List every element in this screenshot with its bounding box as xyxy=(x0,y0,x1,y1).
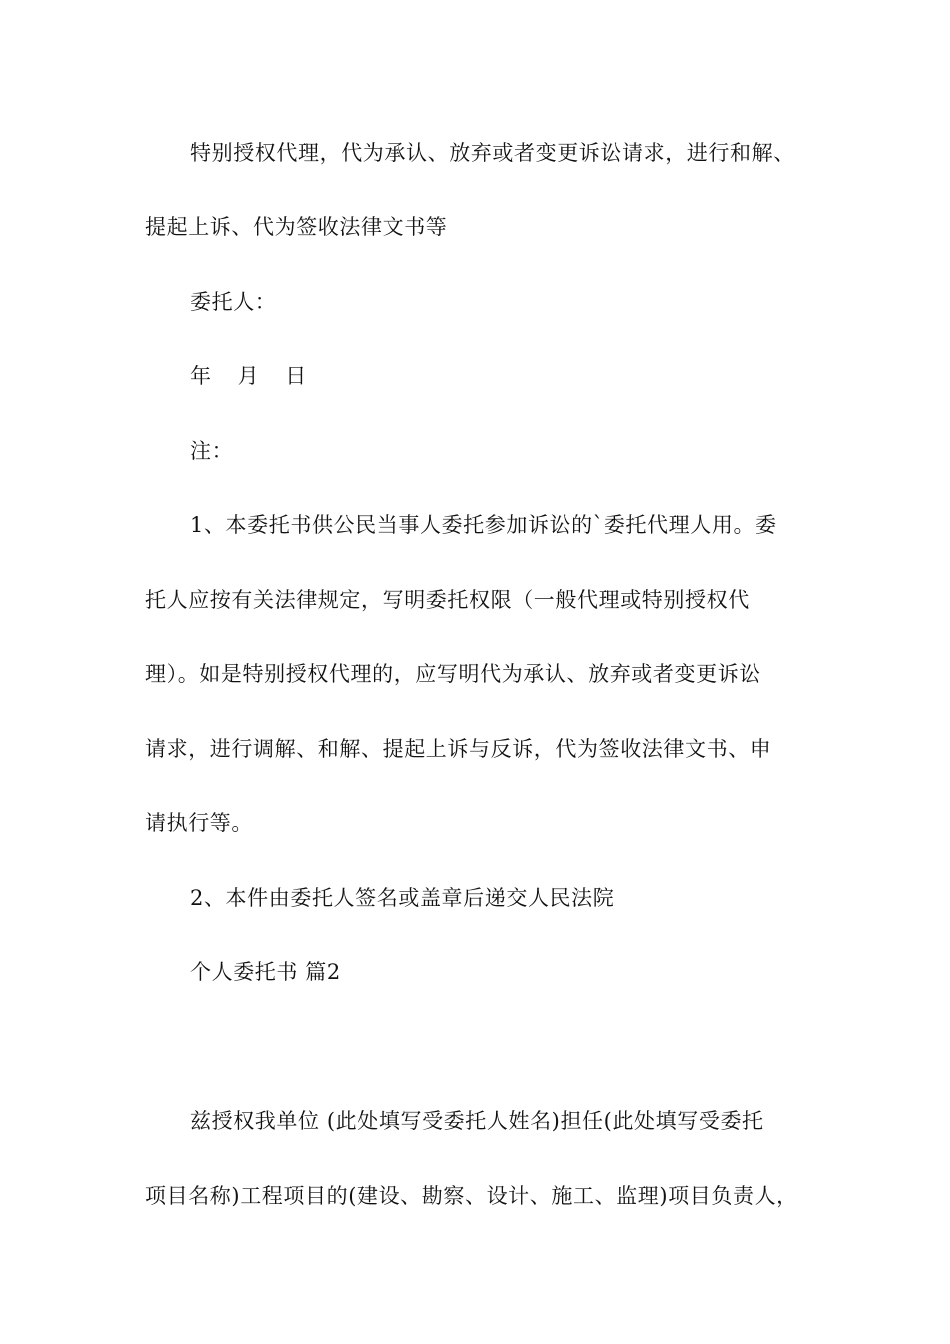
paragraph-line: 特别授权代理，代为承认、放弃或者变更诉讼请求，进行和解、 xyxy=(190,141,795,165)
principal-label: 委托人： xyxy=(190,290,277,314)
note-item-1-line: 请求，进行调解、和解、提起上诉与反诉，代为签收法律文书、申 xyxy=(145,737,772,761)
note-item-1-line: 1、本委托书供公民当事人委托参加诉讼的`委托代理人用。委 xyxy=(190,513,777,537)
paragraph-line: 提起上诉、代为签收法律文书等 xyxy=(145,215,448,239)
note-item-1-line: 理）。如是特别授权代理的，应写明代为承认、放弃或者变更诉讼 xyxy=(145,662,761,686)
date-year: 年 xyxy=(190,364,212,388)
date-line xyxy=(190,361,333,391)
date-month: 月 xyxy=(237,364,260,388)
paragraph-line: 项目名称)工程项目的(建设、勘察、设计、施工、监理)项目负责人， xyxy=(145,1184,798,1208)
section-heading: 个人委托书 篇2 xyxy=(190,960,341,984)
note-item-1-line: 请执行等。 xyxy=(145,811,253,835)
note-item-1-line: 托人应按有关法律规定，写明委托权限（一般代理或特别授权代 xyxy=(145,588,750,612)
paragraph-line: 兹授权我单位 (此处填写受委托人姓名)担任(此处填写受委托 xyxy=(190,1109,764,1133)
date-day: 日 xyxy=(285,364,307,388)
note-item-2: 2、本件由委托人签名或盖章后递交人民法院 xyxy=(190,886,615,910)
note-heading: 注： xyxy=(190,439,234,463)
